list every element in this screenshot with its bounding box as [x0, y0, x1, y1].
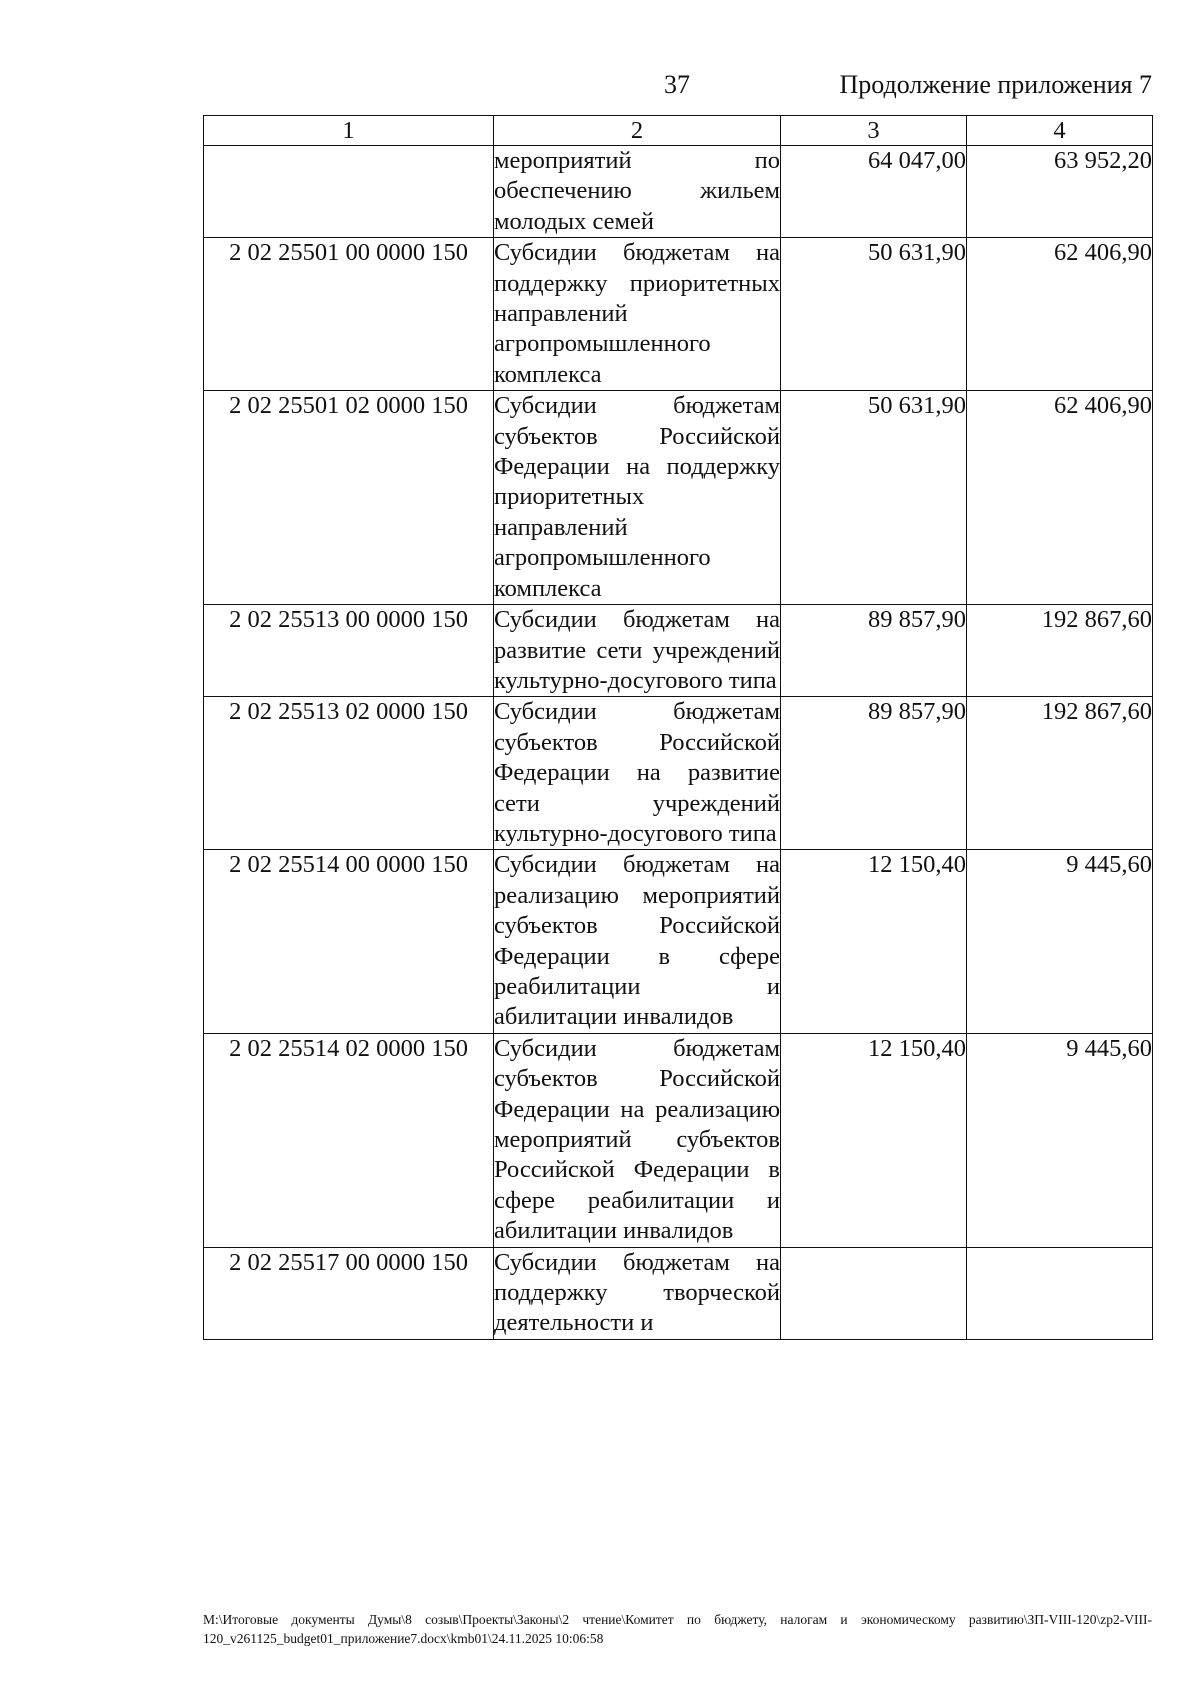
- revenue-name: Субсидии бюджетам на поддержку творческой деятельности и: [494, 1247, 781, 1339]
- amount-col4: 192 867,60: [967, 697, 1153, 850]
- document-file-path-footer: M:\Итоговые документы Думы\8 созыв\Проекты\Законы\2 чтение\Комитет по бюджету, налогам и экономическому развитию\ЗП-VIII-120\zp2-VIII-120_v261125_budget01_приложение7.docx\kmb01\24.11.2025 10:06:58: [203, 1612, 1152, 1646]
- budget-code: 2 02 25513 00 0000 150: [204, 605, 494, 697]
- amount-col3: 89 857,90: [781, 697, 967, 850]
- table-row: [204, 1247, 1153, 1339]
- amount-col3: 12 150,40: [781, 850, 967, 1033]
- table-header-row: [204, 116, 1153, 146]
- budget-code: 2 02 25501 00 0000 150: [204, 238, 494, 391]
- amount-col4: 9 445,60: [967, 850, 1153, 1033]
- amount-col3: 50 631,90: [781, 238, 967, 391]
- budget-table: [203, 115, 1153, 1340]
- amount-col3: 64 047,00: [781, 146, 967, 238]
- budget-code: 2 02 25513 02 0000 150: [204, 697, 494, 850]
- amount-col3: [781, 1247, 967, 1339]
- revenue-name: Субсидии бюджетам на развитие сети учреждений культурно-досугового типа: [494, 605, 781, 697]
- table-row: [204, 697, 1153, 850]
- amount-col4: 9 445,60: [967, 1033, 1153, 1247]
- table-row: [204, 391, 1153, 605]
- revenue-name: Субсидии бюджетам на поддержку приоритетных направлений агропромышленного комплекса: [494, 238, 781, 391]
- table-row: [204, 146, 1153, 238]
- budget-code: 2 02 25514 00 0000 150: [204, 850, 494, 1033]
- appendix-continuation-title: Продолжение приложения 7: [839, 70, 1152, 99]
- revenue-name: Субсидии бюджетам субъектов Российской Федерации на поддержку приоритетных направлений агропромышленного комплекса: [494, 391, 781, 605]
- amount-col3: 12 150,40: [781, 1033, 967, 1247]
- table-row: [204, 850, 1153, 1033]
- column-header-3: 3: [781, 116, 967, 146]
- column-header-2: 2: [494, 116, 781, 146]
- column-header-1: 1: [204, 116, 494, 146]
- revenue-name: Субсидии бюджетам субъектов Российской Федерации на развитие сети учреждений культурно-досугового типа: [494, 697, 781, 850]
- amount-col4: 62 406,90: [967, 238, 1153, 391]
- budget-code: 2 02 25514 02 0000 150: [204, 1033, 494, 1247]
- budget-code: [204, 146, 494, 238]
- table-row: [204, 605, 1153, 697]
- amount-col4: 63 952,20: [967, 146, 1153, 238]
- budget-code: 2 02 25517 00 0000 150: [204, 1247, 494, 1339]
- page-number: 37: [664, 70, 690, 99]
- revenue-name: мероприятий по обеспечению жильем молодых семей: [494, 146, 781, 238]
- amount-col3: 89 857,90: [781, 605, 967, 697]
- amount-col4: [967, 1247, 1153, 1339]
- table-row: [204, 238, 1153, 391]
- budget-code: 2 02 25501 02 0000 150: [204, 391, 494, 605]
- amount-col3: 50 631,90: [781, 391, 967, 605]
- amount-col4: 62 406,90: [967, 391, 1153, 605]
- table-row: [204, 1033, 1153, 1247]
- revenue-name: Субсидии бюджетам субъектов Российской Федерации на реализацию мероприятий субъектов Российской Федерации в сфере реабилитации и абилитации инвалидов: [494, 1033, 781, 1247]
- column-header-4: 4: [967, 116, 1153, 146]
- amount-col4: 192 867,60: [967, 605, 1153, 697]
- revenue-name: Субсидии бюджетам на реализацию мероприятий субъектов Российской Федерации в сфере реабилитации и абилитации инвалидов: [494, 850, 781, 1033]
